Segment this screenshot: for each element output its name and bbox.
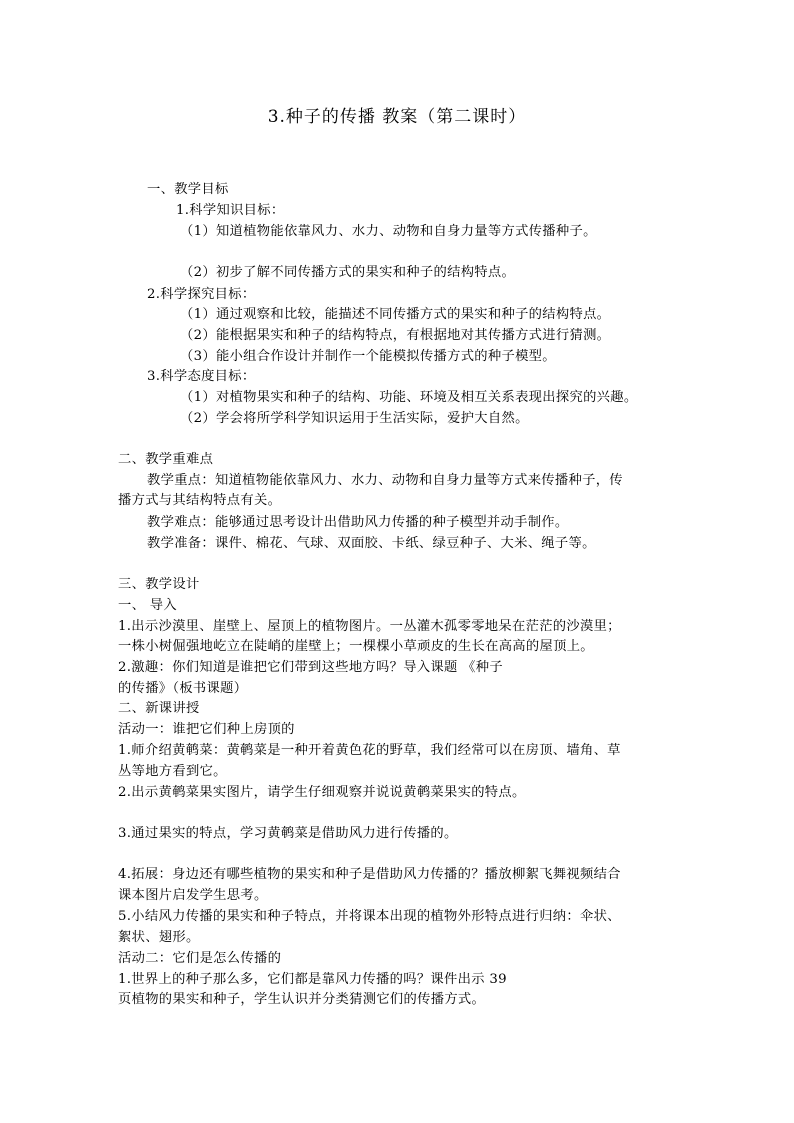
subheading-knowledge: 1.科学知识目标： [176, 203, 285, 218]
difficulty-text: 教学难点：能够通过思考设计出借助风力传播的种子模型并动手制作。 [147, 515, 569, 530]
activity-2-heading: 活动二：它们是怎么传播的 [118, 951, 282, 966]
activity-1-heading: 活动一：谁把它们种上房顶的 [118, 722, 295, 737]
knowledge-item-1: （1）知道植物能依靠风力、水力、动物和自身力量等方式传播种子。 [180, 224, 597, 239]
section-heading-objectives: 一、教学目标 [147, 182, 229, 197]
activity-1-step-5-line-2: 絮状、翅形。 [118, 930, 200, 945]
section-heading-design: 三、教学设计 [118, 577, 200, 592]
intro-step-2-line-2: 的传播》（板书课题） [118, 681, 248, 696]
knowledge-item-2: （2）初步了解不同传播方式的果实和种子的结构特点。 [180, 265, 516, 280]
inquiry-item-2: （2）能根据果实和种子的结构特点，有根据地对其传播方式进行猜测。 [180, 328, 611, 343]
preparation-text: 教学准备：课件、棉花、气球、双面胶、卡纸、绿豆种子、大米、绳子等。 [147, 536, 596, 551]
activity-1-step-4-line-2: 课本图片启发学生思考。 [118, 888, 268, 903]
key-point-line-2: 播方式与其结构特点有关。 [118, 493, 282, 508]
activity-1-step-4-line-1: 4.拓展：身边还有哪些植物的果实和种子是借助风力传播的？播放柳絮飞舞视频结合 [118, 867, 621, 882]
attitude-item-2: （2）学会将所学科学知识运用于生活实际，爱护大自然。 [180, 411, 529, 426]
activity-1-step-1-line-1: 1.师介绍黄鹌菜：黄鹌菜是一种开着黄色花的野草，我们经常可以在房顶、墙角、草 [118, 743, 621, 758]
key-point-line-1: 教学重点：知道植物能依靠风力、水力、动物和自身力量等方式来传播种子，传 [147, 473, 623, 488]
subheading-attitude: 3.科学态度目标： [147, 369, 256, 384]
activity-1-step-5-line-1: 5.小结风力传播的果实和种子特点，并将课本出现的植物外形特点进行归纳：伞状、 [118, 909, 621, 924]
subheading-new-lesson: 二、新课讲授 [118, 701, 200, 716]
inquiry-item-3: （3）能小组合作设计并制作一个能模拟传播方式的种子模型。 [180, 349, 556, 364]
section-heading-key-points: 二、教学重难点 [118, 452, 214, 467]
intro-step-1-line-2: 一株小树倔强地屹立在陡峭的崖壁上；一棵棵小草顽皮的生长在高高的屋顶上。 [118, 639, 594, 654]
activity-2-step-1-line-2: 页植物的果实和种子，学生认识并分类猜测它们的传播方式。 [118, 992, 486, 1007]
subheading-inquiry: 2.科学探究目标： [147, 287, 256, 302]
subheading-intro: 一、 导入 [118, 598, 177, 613]
activity-2-step-1-line-1: 1.世界上的种子那么多，它们都是靠风力传播的吗？课件出示 39 [118, 972, 507, 987]
intro-step-1-line-1: 1.出示沙漠里、崖壁上、屋顶上的植物图片。一丛灌木孤零零地呆在茫茫的沙漠里； [118, 619, 621, 634]
inquiry-item-1: （1）通过观察和比较，能描述不同传播方式的果实和种子的结构特点。 [180, 307, 611, 322]
activity-1-step-1-line-2: 丛等地方看到它。 [118, 764, 227, 779]
attitude-item-1: （1）对植物果实和种子的结构、功能、环境及相互关系表现出探究的兴趣。 [180, 390, 638, 405]
intro-step-2-line-1: 2.激趣：你们知道是谁把它们带到这些地方吗？导入课题 《种子 [118, 660, 503, 675]
activity-1-step-2: 2.出示黄鹌菜果实图片，请学生仔细观察并说说黄鹌菜果实的特点。 [118, 785, 526, 800]
document-title: 3.种子的传播 教案（第二课时） [267, 107, 527, 127]
activity-1-step-3: 3.通过果实的特点，学习黄鹌菜是借助风力进行传播的。 [118, 826, 458, 841]
